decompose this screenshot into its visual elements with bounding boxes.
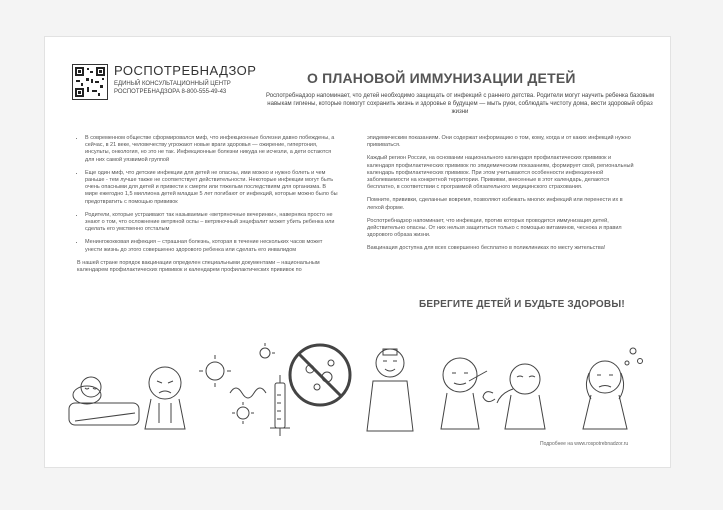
org-subtitle-line1: ЕДИНЫЙ КОНСУЛЬТАЦИОННЫЙ ЦЕНТР — [114, 81, 231, 87]
sick-child-in-bed-icon — [69, 377, 139, 425]
virus-icon — [199, 343, 275, 424]
org-name: РОСПОТРЕБНАДЗОР — [114, 63, 257, 78]
no-virus-sign-icon — [290, 345, 350, 405]
list-item: • Менингококковая инфекция – страшная болезнь, которая в течение нескольких часов может унести жизнь до этого совершенно здорового ребенка или сделать его инвалидом — [85, 239, 339, 253]
list-item: • В современном обществе сформировался миф, что инфекционные болезни давно побеждены, а сейчас, в 21 веке, человечеству угрожают новые враги здоровья — ожирение, гипертония, инсульты, онкология, но это не так. Инфекционные болезни никуда не исчезли, а дети остаются для них самой уязвимой группой — [85, 135, 339, 164]
org-subtitle — [114, 80, 234, 96]
poster-sheet — [44, 36, 671, 468]
list-item: • Еще один миф, что детские инфекции для детей не опасны, ими можно и нужно болеть и чем раньше - тем лучше также не соответствует действительности. Некоторые инфекции могут быть очень опасными для детей и привести к смерти или тяжелым последствиям для организма. В мире ежегодно 1,5 миллиона детей младше 5 лет погибают от инфекций, которые можно было бы предотвратить с помощью прививок — [85, 170, 339, 206]
qr-code-icon — [72, 64, 108, 100]
org-subtitle-line2: РОСПОТРЕБНАДЗОРА 8-800-555-49-43 — [114, 89, 227, 95]
calendar-paragraph: В нашей стране порядок вакцинации определен специальными документами – национальным календарем профилактических прививок и календарем профилактических прививок по — [77, 259, 320, 274]
crying-child-icon — [145, 367, 185, 429]
doctor-icon — [367, 349, 413, 431]
sick-children-illustration — [65, 333, 650, 439]
sick-girl-icon — [583, 348, 643, 429]
paragraph: эпидемическим показаниям. Они содержат информацию о том, кому, когда и от каких инфекций нужно прививаться. — [367, 135, 631, 149]
page-title: О ПЛАНОВОЙ ИММУНИЗАЦИИ ДЕТЕЙ — [307, 70, 576, 86]
myth-list — [77, 135, 339, 254]
paragraph: Роспотребнадзор напоминает, что инфекции, против которых проводится иммунизация детей, действительно опасны. От них нельзя защититься только с помощью витаминов, чеснока и правил здорового образа жизни. — [367, 217, 622, 239]
paragraph: Помните, прививки, сделанные вовремя, позволяют избежать многих инфекций или перенести их в легкой форме. — [367, 197, 623, 211]
paragraph: Вакцинация доступна для всех совершенно бесплатно в поликлиниках по месту жительства! — [367, 245, 606, 252]
left-column — [77, 135, 339, 280]
right-column — [367, 135, 637, 259]
intro-text: Роспотребнадзор напоминает, что детей необходимо защищать от инфекций с раннего детства. Родители могут научить ребенка базовым навыкам гигиены, которые помогут сохранить жизнь и здоровье в будущем — мыть руки, соблюдать чистоту дома, вести здоровый образ жизни — [266, 93, 654, 115]
list-item: • Родители, которые устраивают так называемые «ветряночные вечеринки», наверняка просто не знают о том, что осложнение ветряной оспы – ветряночный энцефалит может убить ребенка или сделать его умственно отсталым — [85, 212, 339, 234]
sneezing-child-icon — [483, 364, 545, 429]
footer-website: Подробнее на www.rospotrebnadzor.ru — [540, 441, 629, 447]
paragraph: Каждый регион России, на основании национального календаря профилактических прививок и календаря профилактических прививок по эпидемическим показаниям, формирует свой, региональный календарь профилактических прививок. При этом учитываются особенности инфекционной заболеваемости на конкретной территории. Прививки, внесенные в этот календарь, делаются бесплатно, в соответствии с программой обязательного медицинского страхования. — [367, 155, 634, 191]
child-with-thermometer-icon — [441, 358, 487, 429]
slogan: БЕРЕГИТЕ ДЕТЕЙ И БУДЬТЕ ЗДОРОВЫ! — [419, 299, 625, 310]
syringe-icon — [270, 375, 290, 436]
